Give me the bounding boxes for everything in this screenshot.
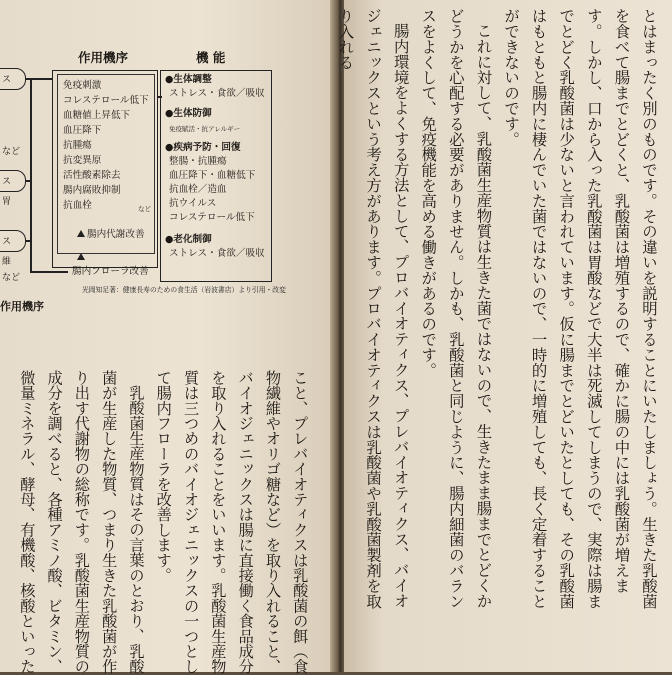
mechanism-item: コレステロール低下: [63, 95, 149, 106]
mechanism-item: 血糖値上昇低下: [63, 110, 131, 121]
mechanism-header: 作用機序: [78, 50, 129, 65]
connector-line: [26, 180, 31, 182]
intestinal-metabolism-label: 腸内代謝改善: [87, 229, 145, 240]
cut-label: 維: [2, 257, 12, 267]
function-line: 免疫賦活・抗アレルギー: [169, 125, 241, 133]
function-line: 整腸・抗腫瘍: [169, 156, 227, 167]
connector-line: [30, 78, 32, 272]
function-header: 機 能: [196, 50, 226, 65]
up-arrow-icon: [77, 230, 85, 237]
right-body-text: [331, 8, 662, 623]
mechanism-item: 抗変異原: [63, 155, 102, 166]
mechanism-item: 腸内腐敗抑制: [63, 185, 121, 196]
function-title: ●疾病予防・回復: [165, 142, 241, 153]
cut-label: ス: [2, 75, 12, 85]
function-line: コレステロール低下: [169, 212, 255, 223]
connector-line: [26, 240, 31, 242]
cut-label: ス: [2, 237, 12, 247]
diagram-caption: 光岡知足著：健康長寿のための食生活（岩波書店）より引用・改変: [82, 286, 286, 294]
function-box: [160, 70, 272, 282]
mechanism-item: 抗腫瘍: [63, 140, 92, 151]
function-line: 血圧降下・血糖低下: [169, 170, 256, 181]
cut-label: ス: [2, 177, 12, 187]
paragraph: 腸内環境をよくする方法として、プロバイオティクス、プレバイオティクス、バイオジェニックスという考え方があります。プロバイオティクスは乳酸菌や乳酸菌製剤を取り入れる: [336, 8, 410, 609]
function-line: ストレス・食欲／吸収: [169, 248, 265, 259]
right-page: [336, 0, 672, 672]
paragraph: これに対して、乳酸菌生産物質は生きた菌ではないので、生きたまま腸までとどくかどうかを心配する必要がありません。しかも、乳酸菌と同じように、腸内細菌のバランスをよくして、免疫機能を高める働きがあるのです。: [419, 8, 493, 609]
up-arrow-icon: [77, 253, 85, 260]
left-page: [0, 0, 336, 672]
mechanism-box: [52, 70, 158, 268]
diagram-title: 作用機序: [0, 300, 44, 313]
paragraph: 乳酸菌生産物質はその言葉のとおり、乳酸菌が生産した物質、つまり生きた乳酸菌が作り出す代謝物の総称です。乳酸菌生産物質の成分を調べると、各種アミノ酸、ビタミン、微量ミネラル、酵母、有機酸、核酸といった: [18, 370, 146, 674]
left-body-text: [13, 370, 313, 675]
mechanism-inner-box: [57, 74, 155, 254]
cut-label: など: [2, 147, 21, 157]
mechanism-item: 血圧降下: [63, 125, 102, 136]
function-line: 抗血栓／造血: [169, 184, 227, 195]
function-title: ●生体防御: [165, 108, 212, 119]
paragraph: こと、プレバイオティクスは乳酸菌の餌（食物繊維やオリゴ糖など）を取り入れること、バイオジェニックスは腸に直接働く食品成分を取り入れることをいいます。乳酸菌生産物質は三つめのバイオジェニックスの一つとして腸内フローラを改善します。: [154, 370, 310, 674]
mechanism-item: 抗血栓: [63, 200, 92, 211]
cut-label: 胃: [2, 197, 12, 207]
function-line: 抗ウイルス: [169, 198, 217, 209]
intestinal-flora-label: 腸内フローラ改善: [72, 266, 149, 277]
arrow-line: [158, 96, 162, 98]
mechanism-item: 免疫刺激: [63, 80, 102, 91]
function-title: ●生体調整: [165, 74, 212, 85]
function-line: ストレス・食欲／吸収: [169, 88, 265, 99]
mechanism-item: 活性酸素除去: [63, 170, 121, 181]
paragraph: とはまったく別のものです。その違いを説明することにいたしましょう。生きた乳酸菌を食べて腸までとどくと、乳酸菌は増殖するので、確かに腸の中には乳酸菌が増えます。しかし、口から入った乳酸菌は胃酸などで大半は死滅してしまうので、実際は腸までとどく乳酸菌は少ないと言われています。仮に腸までとどいたとしても、その乳酸菌はもともと腸内に棲んでいた菌ではないので、一時的に増殖しても、長く定着することができないのです。: [502, 8, 658, 609]
function-title: ●老化制御: [165, 234, 212, 245]
cut-note: など: [2, 273, 21, 283]
connector-line: [30, 271, 68, 273]
mechanism-note: など: [138, 205, 151, 213]
mechanism-diagram: [0, 42, 286, 294]
